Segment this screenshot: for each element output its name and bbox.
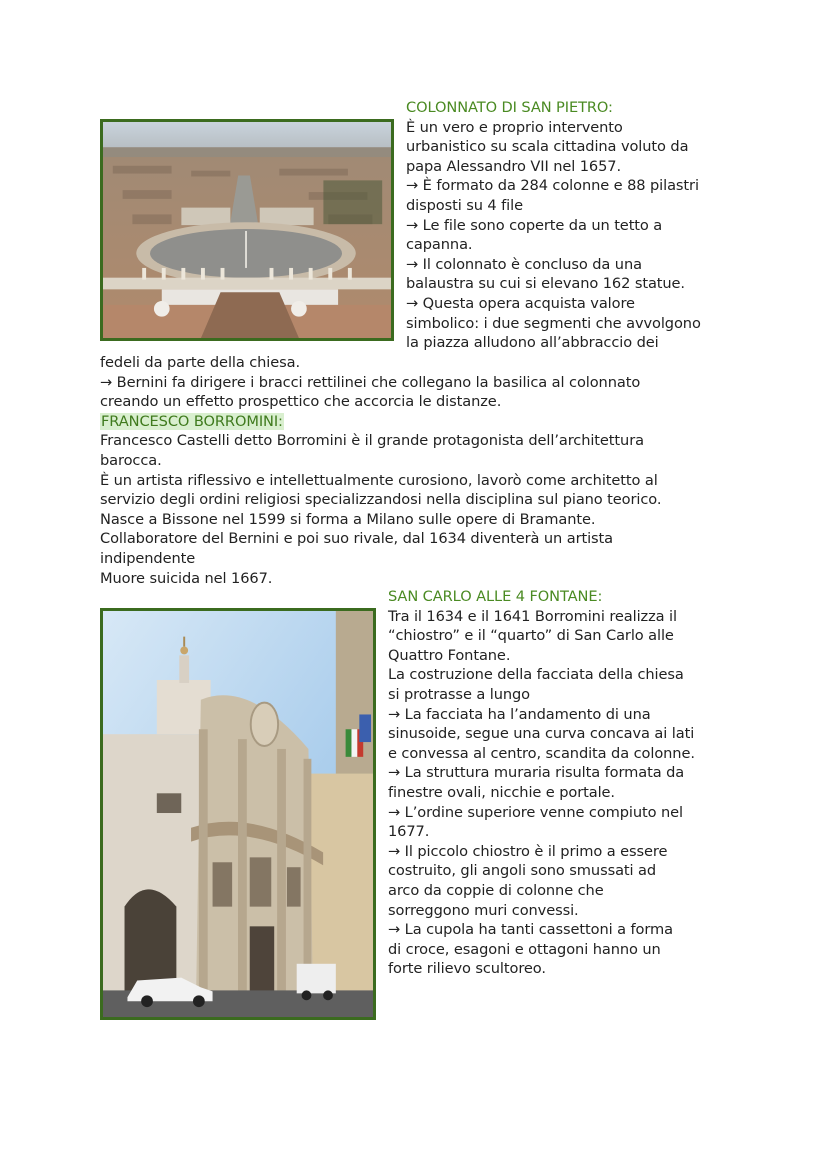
text-line: Tra il 1634 e il 1641 Borromini realizza il — [388, 607, 677, 625]
text-line: e convessa al centro, scandita da colonne. — [388, 744, 695, 762]
text-line: “chiostro” e il “quarto” di San Carlo alle — [388, 627, 674, 645]
text-line: finestre ovali, nicchie e portale. — [388, 783, 615, 801]
photo-piazza-san-pietro — [100, 119, 394, 341]
text-line: Collaboratore del Bernini e poi suo rivale, dal 1634 diventerà un artista — [100, 530, 614, 548]
text-line: servizio degli ordini religiosi specializzandosi nella disciplina sul piano teorico. — [100, 491, 662, 509]
text-line: → Il colonnato è concluso da una — [406, 255, 642, 273]
text-line: La costruzione della facciata della chiesa — [388, 666, 684, 684]
text-line: → È formato da 284 colonne e 88 pilastri — [406, 177, 699, 195]
text-line: arco da coppie di colonne che — [388, 881, 604, 899]
text-line: capanna. — [406, 236, 473, 254]
text-line: 1677. — [388, 823, 430, 841]
text-line: fedeli da parte della chiesa. — [100, 354, 301, 371]
text-line: → La struttura muraria risulta formata da — [388, 764, 685, 782]
text-line: → Bernini fa dirigere i bracci rettilinei che collegano la basilica al colonnato — [100, 373, 641, 391]
text-line: barocca. — [100, 451, 162, 469]
section-colonnato-continued — [100, 353, 661, 588]
text-line: costruito, gli angoli sono smussati ad — [388, 862, 657, 880]
san-carlo-facade-image-icon — [103, 611, 373, 1017]
text-line: → La facciata ha l’andamento di una — [388, 705, 651, 723]
text-line: disposti su 4 file — [406, 196, 523, 214]
text-line: simbolico: i due segmenti che avvolgono — [406, 314, 701, 332]
heading-san-carlo: SAN CARLO ALLE 4 FONTANE: — [388, 588, 603, 605]
text-line: indipendente — [100, 549, 196, 567]
text-line: sorreggono muri convessi. — [388, 901, 579, 919]
text-line: si protrasse a lungo — [388, 685, 530, 703]
text-line: Quattro Fontane. — [388, 646, 511, 664]
text-line: → Le file sono coperte da un tetto a — [406, 216, 663, 234]
text-line: balaustra su cui si elevano 162 statue. — [406, 275, 685, 293]
text-line: la piazza alludono all’abbraccio dei — [406, 334, 659, 352]
text-line: di croce, esagoni e ottagoni hanno un — [388, 940, 661, 958]
text-line: Francesco Castelli detto Borromini è il grande protagonista dell’architettura — [100, 432, 644, 450]
text-line: urbanistico su scala cittadina voluto da — [406, 138, 689, 156]
text-line: → L’ordine superiore venne compiuto nel — [388, 803, 684, 821]
heading-colonnato: COLONNATO DI SAN PIETRO: — [406, 99, 613, 116]
piazza-san-pietro-image-icon — [103, 122, 391, 338]
text-line: Nasce a Bissone nel 1599 si forma a Milano sulle opere di Bramante. — [100, 510, 596, 528]
text-line: papa Alessandro VII nel 1657. — [406, 157, 622, 175]
text-line: → Il piccolo chiostro è il primo a essere — [388, 842, 668, 860]
section-colonnato — [406, 98, 701, 353]
photo-san-carlo — [100, 608, 376, 1020]
text-line: È un artista riflessivo e intellettualmente curosiono, lavorò come architetto al — [100, 471, 658, 489]
text-line: → La cupola ha tanti cassettoni a forma — [388, 921, 673, 939]
section-san-carlo — [388, 587, 695, 979]
text-line: sinusoide, segue una curva concava ai lati — [388, 725, 695, 743]
heading-borromini: FRANCESCO BORROMINI: — [101, 412, 283, 430]
text-line: Muore suicida nel 1667. — [100, 569, 273, 587]
text-line: → Questa opera acquista valore — [406, 294, 635, 312]
text-line: forte rilievo scultoreo. — [388, 960, 546, 978]
text-line: creando un effetto prospettico che accorcia le distanze. — [100, 393, 502, 411]
text-line: È un vero e proprio intervento — [406, 118, 623, 136]
